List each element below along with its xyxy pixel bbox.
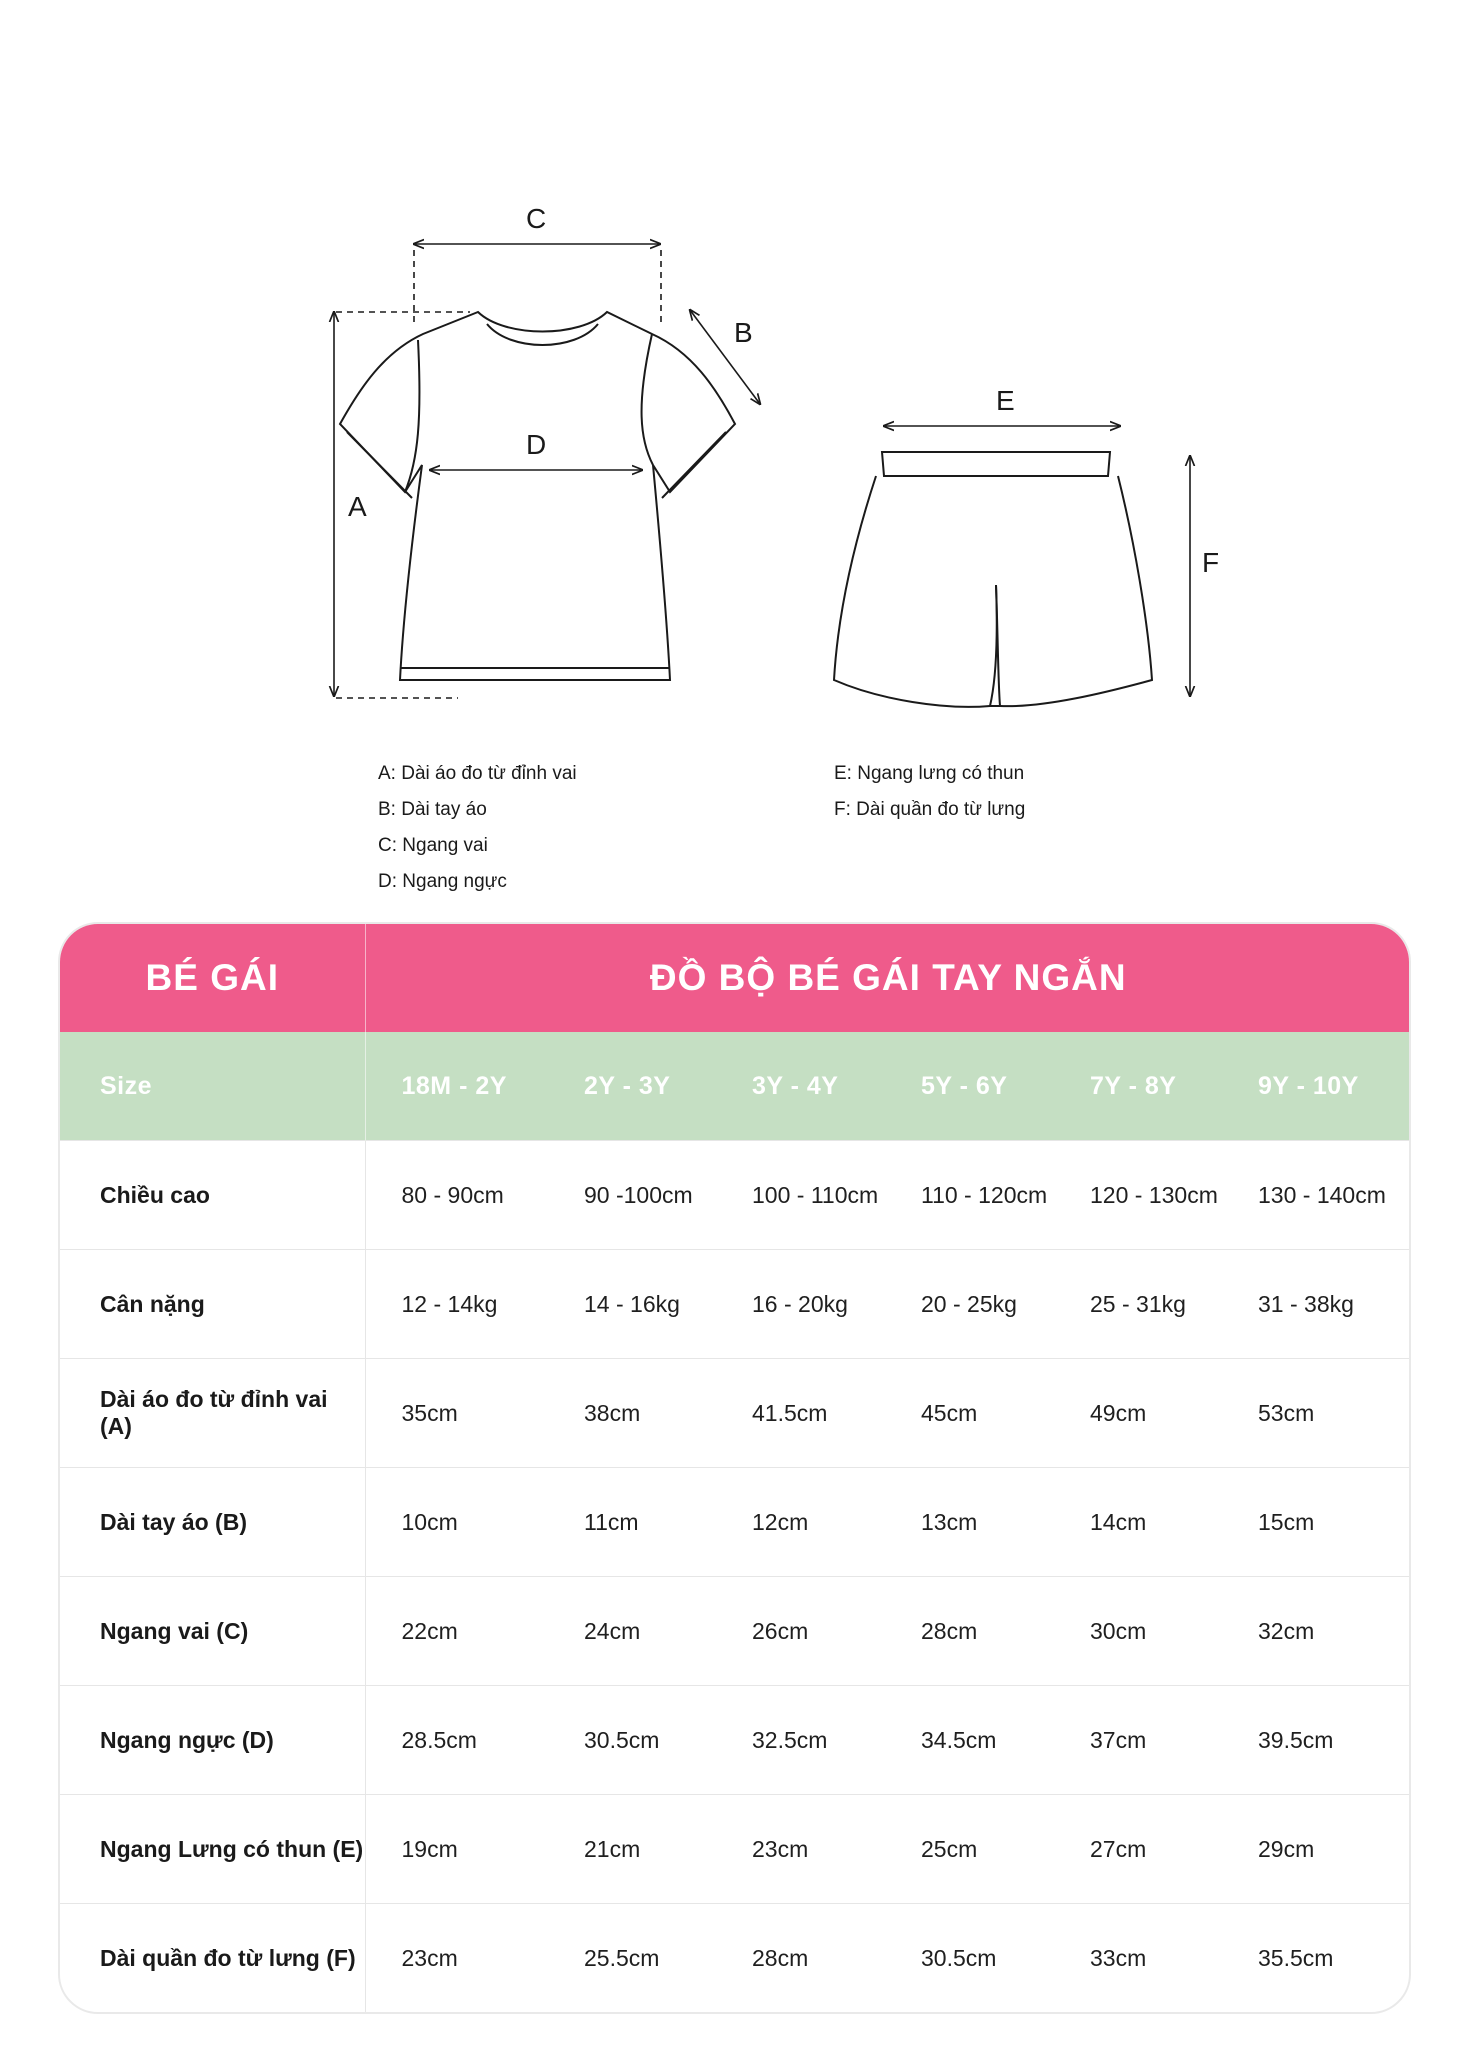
table-row — [60, 1359, 1411, 1468]
row-label: Ngang ngực (D) — [60, 1686, 365, 1795]
row-label: Dài quần đo từ lưng (F) — [60, 1904, 365, 2013]
table-cell: 23cm — [716, 1795, 885, 1904]
shorts-illustration — [834, 452, 1152, 707]
size-label: Size — [60, 1032, 365, 1141]
table-header — [60, 924, 1411, 1032]
label-a: A — [348, 491, 367, 522]
table-cell: 28cm — [885, 1577, 1054, 1686]
table-cell: 15cm — [1222, 1468, 1411, 1577]
table-row — [60, 1468, 1411, 1577]
size-cell: 2Y - 3Y — [548, 1032, 716, 1141]
legend-item: D: Ngang ngực — [378, 871, 507, 892]
table-cell: 16 - 20kg — [716, 1250, 885, 1359]
table-cell: 24cm — [548, 1577, 716, 1686]
table-cell: 39.5cm — [1222, 1686, 1411, 1795]
legend-item: E: Ngang lưng có thun — [834, 763, 1025, 784]
table-cell: 120 - 130cm — [1054, 1141, 1222, 1250]
table-row — [60, 1141, 1411, 1250]
table-cell: 32.5cm — [716, 1686, 885, 1795]
table-row — [60, 1904, 1411, 2013]
table-cell: 100 - 110cm — [716, 1141, 885, 1250]
size-row — [60, 1032, 1411, 1141]
table-cell: 37cm — [1054, 1686, 1222, 1795]
table-cell: 110 - 120cm — [885, 1141, 1054, 1250]
size-cell: 3Y - 4Y — [716, 1032, 885, 1141]
table-cell: 28.5cm — [365, 1686, 548, 1795]
table-cell: 35cm — [365, 1359, 548, 1468]
table-row — [60, 1686, 1411, 1795]
table-cell: 11cm — [548, 1468, 716, 1577]
table-cell: 13cm — [885, 1468, 1054, 1577]
size-cell: 7Y - 8Y — [1054, 1032, 1222, 1141]
table-cell: 25cm — [885, 1795, 1054, 1904]
table-cell: 53cm — [1222, 1359, 1411, 1468]
size-cell: 5Y - 6Y — [885, 1032, 1054, 1141]
table-cell: 38cm — [548, 1359, 716, 1468]
table-cell: 130 - 140cm — [1222, 1141, 1411, 1250]
measurement-lines — [334, 244, 1190, 698]
table-cell: 31 - 38kg — [1222, 1250, 1411, 1359]
header-category: BÉ GÁI — [60, 924, 365, 1032]
table-cell: 33cm — [1054, 1904, 1222, 2013]
label-f: F — [1202, 547, 1220, 578]
legend-item: B: Dài tay áo — [378, 799, 487, 820]
legend-item: A: Dài áo đo từ đỉnh vai — [378, 763, 577, 784]
label-c: C — [526, 203, 547, 234]
label-e: E — [996, 385, 1015, 416]
table-cell: 80 - 90cm — [365, 1141, 548, 1250]
table-cell: 90 -100cm — [548, 1141, 716, 1250]
table-row — [60, 1795, 1411, 1904]
table-cell: 23cm — [365, 1904, 548, 2013]
legend-shorts — [834, 756, 1025, 828]
table-cell: 30cm — [1054, 1577, 1222, 1686]
table-cell: 28cm — [716, 1904, 885, 2013]
table-cell: 29cm — [1222, 1795, 1411, 1904]
table-cell: 34.5cm — [885, 1686, 1054, 1795]
row-label: Ngang vai (C) — [60, 1577, 365, 1686]
table-cell: 21cm — [548, 1795, 716, 1904]
table-cell: 30.5cm — [885, 1904, 1054, 2013]
table-cell: 12cm — [716, 1468, 885, 1577]
table-cell: 22cm — [365, 1577, 548, 1686]
table-cell: 19cm — [365, 1795, 548, 1904]
table-row — [60, 1250, 1411, 1359]
table-cell: 14 - 16kg — [548, 1250, 716, 1359]
table-cell: 32cm — [1222, 1577, 1411, 1686]
row-label: Chiều cao — [60, 1141, 365, 1250]
table-cell: 30.5cm — [548, 1686, 716, 1795]
row-label: Dài tay áo (B) — [60, 1468, 365, 1577]
table-cell: 26cm — [716, 1577, 885, 1686]
legend-item: F: Dài quần đo từ lưng — [834, 799, 1026, 820]
table-cell: 49cm — [1054, 1359, 1222, 1468]
table-cell: 12 - 14kg — [365, 1250, 548, 1359]
legend-item: C: Ngang vai — [378, 835, 488, 856]
tshirt-illustration — [340, 312, 735, 680]
garment-diagram — [0, 0, 1463, 760]
size-cell: 9Y - 10Y — [1222, 1032, 1411, 1141]
label-b: B — [734, 317, 753, 348]
table-cell: 27cm — [1054, 1795, 1222, 1904]
table-cell: 45cm — [885, 1359, 1054, 1468]
table-row — [60, 1577, 1411, 1686]
table-cell: 41.5cm — [716, 1359, 885, 1468]
table-cell: 10cm — [365, 1468, 548, 1577]
size-cell: 18M - 2Y — [365, 1032, 548, 1141]
table-cell: 25.5cm — [548, 1904, 716, 2013]
table-cell: 35.5cm — [1222, 1904, 1411, 2013]
row-label: Cân nặng — [60, 1250, 365, 1359]
row-label: Ngang Lưng có thun (E) — [60, 1795, 365, 1904]
size-chart — [58, 922, 1411, 2014]
table-cell: 14cm — [1054, 1468, 1222, 1577]
row-label: Dài áo đo từ đỉnh vai (A) — [60, 1359, 365, 1468]
table-cell: 20 - 25kg — [885, 1250, 1054, 1359]
header-title: ĐỒ BỘ BÉ GÁI TAY NGẮN — [365, 924, 1411, 1032]
legend-shirt — [378, 756, 577, 900]
size-table — [60, 924, 1411, 2012]
table-cell: 25 - 31kg — [1054, 1250, 1222, 1359]
label-d: D — [526, 429, 547, 460]
